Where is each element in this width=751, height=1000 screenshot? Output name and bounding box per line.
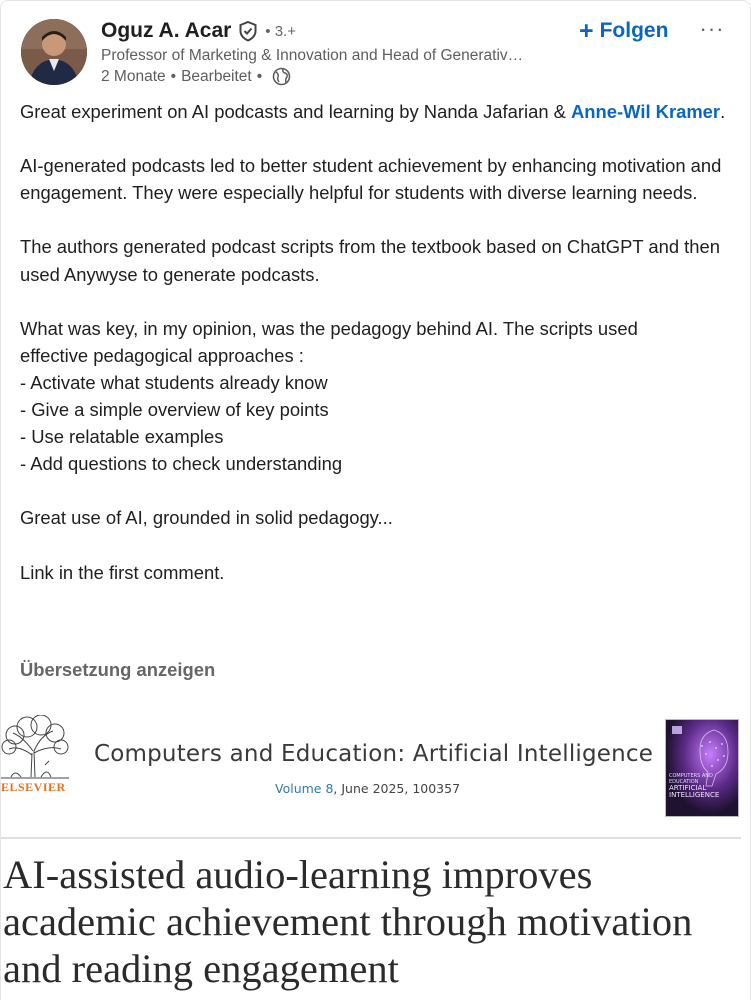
article-image[interactable] bbox=[1, 701, 751, 1000]
post-paragraph bbox=[20, 98, 735, 125]
follow-button[interactable] bbox=[575, 15, 672, 47]
publisher-name: ELSEVIER bbox=[1, 780, 66, 794]
cover-line: INTELLIGENCE bbox=[669, 791, 720, 799]
post-intro-text: Great experiment on AI podcasts and learning by Nanda Jafarian & bbox=[20, 101, 572, 122]
issue-info: , June 2025, 100357 bbox=[333, 781, 461, 796]
post-intro-suffix: . bbox=[720, 101, 726, 122]
journal-cover bbox=[665, 719, 739, 817]
post-paragraph: AI-generated podcasts led to better student achievement by enhancing motivation and engagement. They were especially helpful for students with diverse learning needs. bbox=[20, 155, 722, 204]
cover-line: ARTIFICIAL bbox=[669, 784, 707, 792]
list-item: - Add questions to check understanding bbox=[20, 453, 343, 475]
journal-title: Computers and Education: Artificial Intelligence bbox=[94, 741, 654, 767]
post-paragraph: Great use of AI, grounded in solid pedagogy... bbox=[20, 507, 393, 529]
author-row bbox=[101, 19, 296, 43]
mention-link[interactable]: Anne-Wil Kramer bbox=[571, 101, 721, 122]
post-text bbox=[20, 98, 735, 586]
post-paragraph: Link in the first comment. bbox=[20, 561, 225, 583]
author-name[interactable]: Oguz A. Acar bbox=[101, 19, 232, 42]
list-item: - Give a simple overview of key points bbox=[20, 399, 329, 421]
post-paragraph: effective pedagogical approaches : bbox=[20, 344, 304, 366]
cover-text bbox=[669, 774, 738, 799]
more-options-button[interactable]: ··· bbox=[699, 16, 725, 41]
post-meta bbox=[101, 67, 291, 86]
post-paragraph: The authors generated podcast scripts from the textbook based on ChatGPT and then used Anywyse to generate podcasts. bbox=[20, 236, 720, 285]
cover-line: COMPUTERS AND EDUCATION bbox=[669, 773, 713, 785]
avatar[interactable] bbox=[21, 19, 87, 85]
list-item: - Activate what students already know bbox=[20, 371, 328, 393]
follow-label: Folgen bbox=[599, 19, 669, 42]
show-translation-link[interactable]: Übersetzung anzeigen bbox=[20, 659, 216, 680]
meta-separator: • bbox=[170, 67, 177, 85]
meta-separator: • bbox=[256, 67, 263, 85]
article-title: AI-assisted audio-learning improves academic achievement through motivation and reading engagement bbox=[3, 852, 693, 991]
volume-link: Volume 8 bbox=[275, 781, 334, 796]
globe-icon bbox=[272, 67, 291, 86]
list-item: - Use relatable examples bbox=[20, 426, 224, 448]
divider bbox=[1, 837, 741, 839]
post-paragraph: What was key, in my opinion, was the pedagogy behind AI. The scripts used bbox=[20, 317, 638, 339]
author-headline: Professor of Marketing & Innovation and Head of Generativ… bbox=[101, 47, 524, 64]
plus-icon: + bbox=[579, 16, 594, 45]
post-time: 2 Monate bbox=[101, 67, 166, 85]
journal-issue bbox=[275, 781, 460, 796]
connection-degree: • 3.+ bbox=[265, 22, 296, 40]
verified-shield-icon bbox=[237, 20, 259, 42]
edited-label: Bearbeitet bbox=[181, 67, 252, 85]
